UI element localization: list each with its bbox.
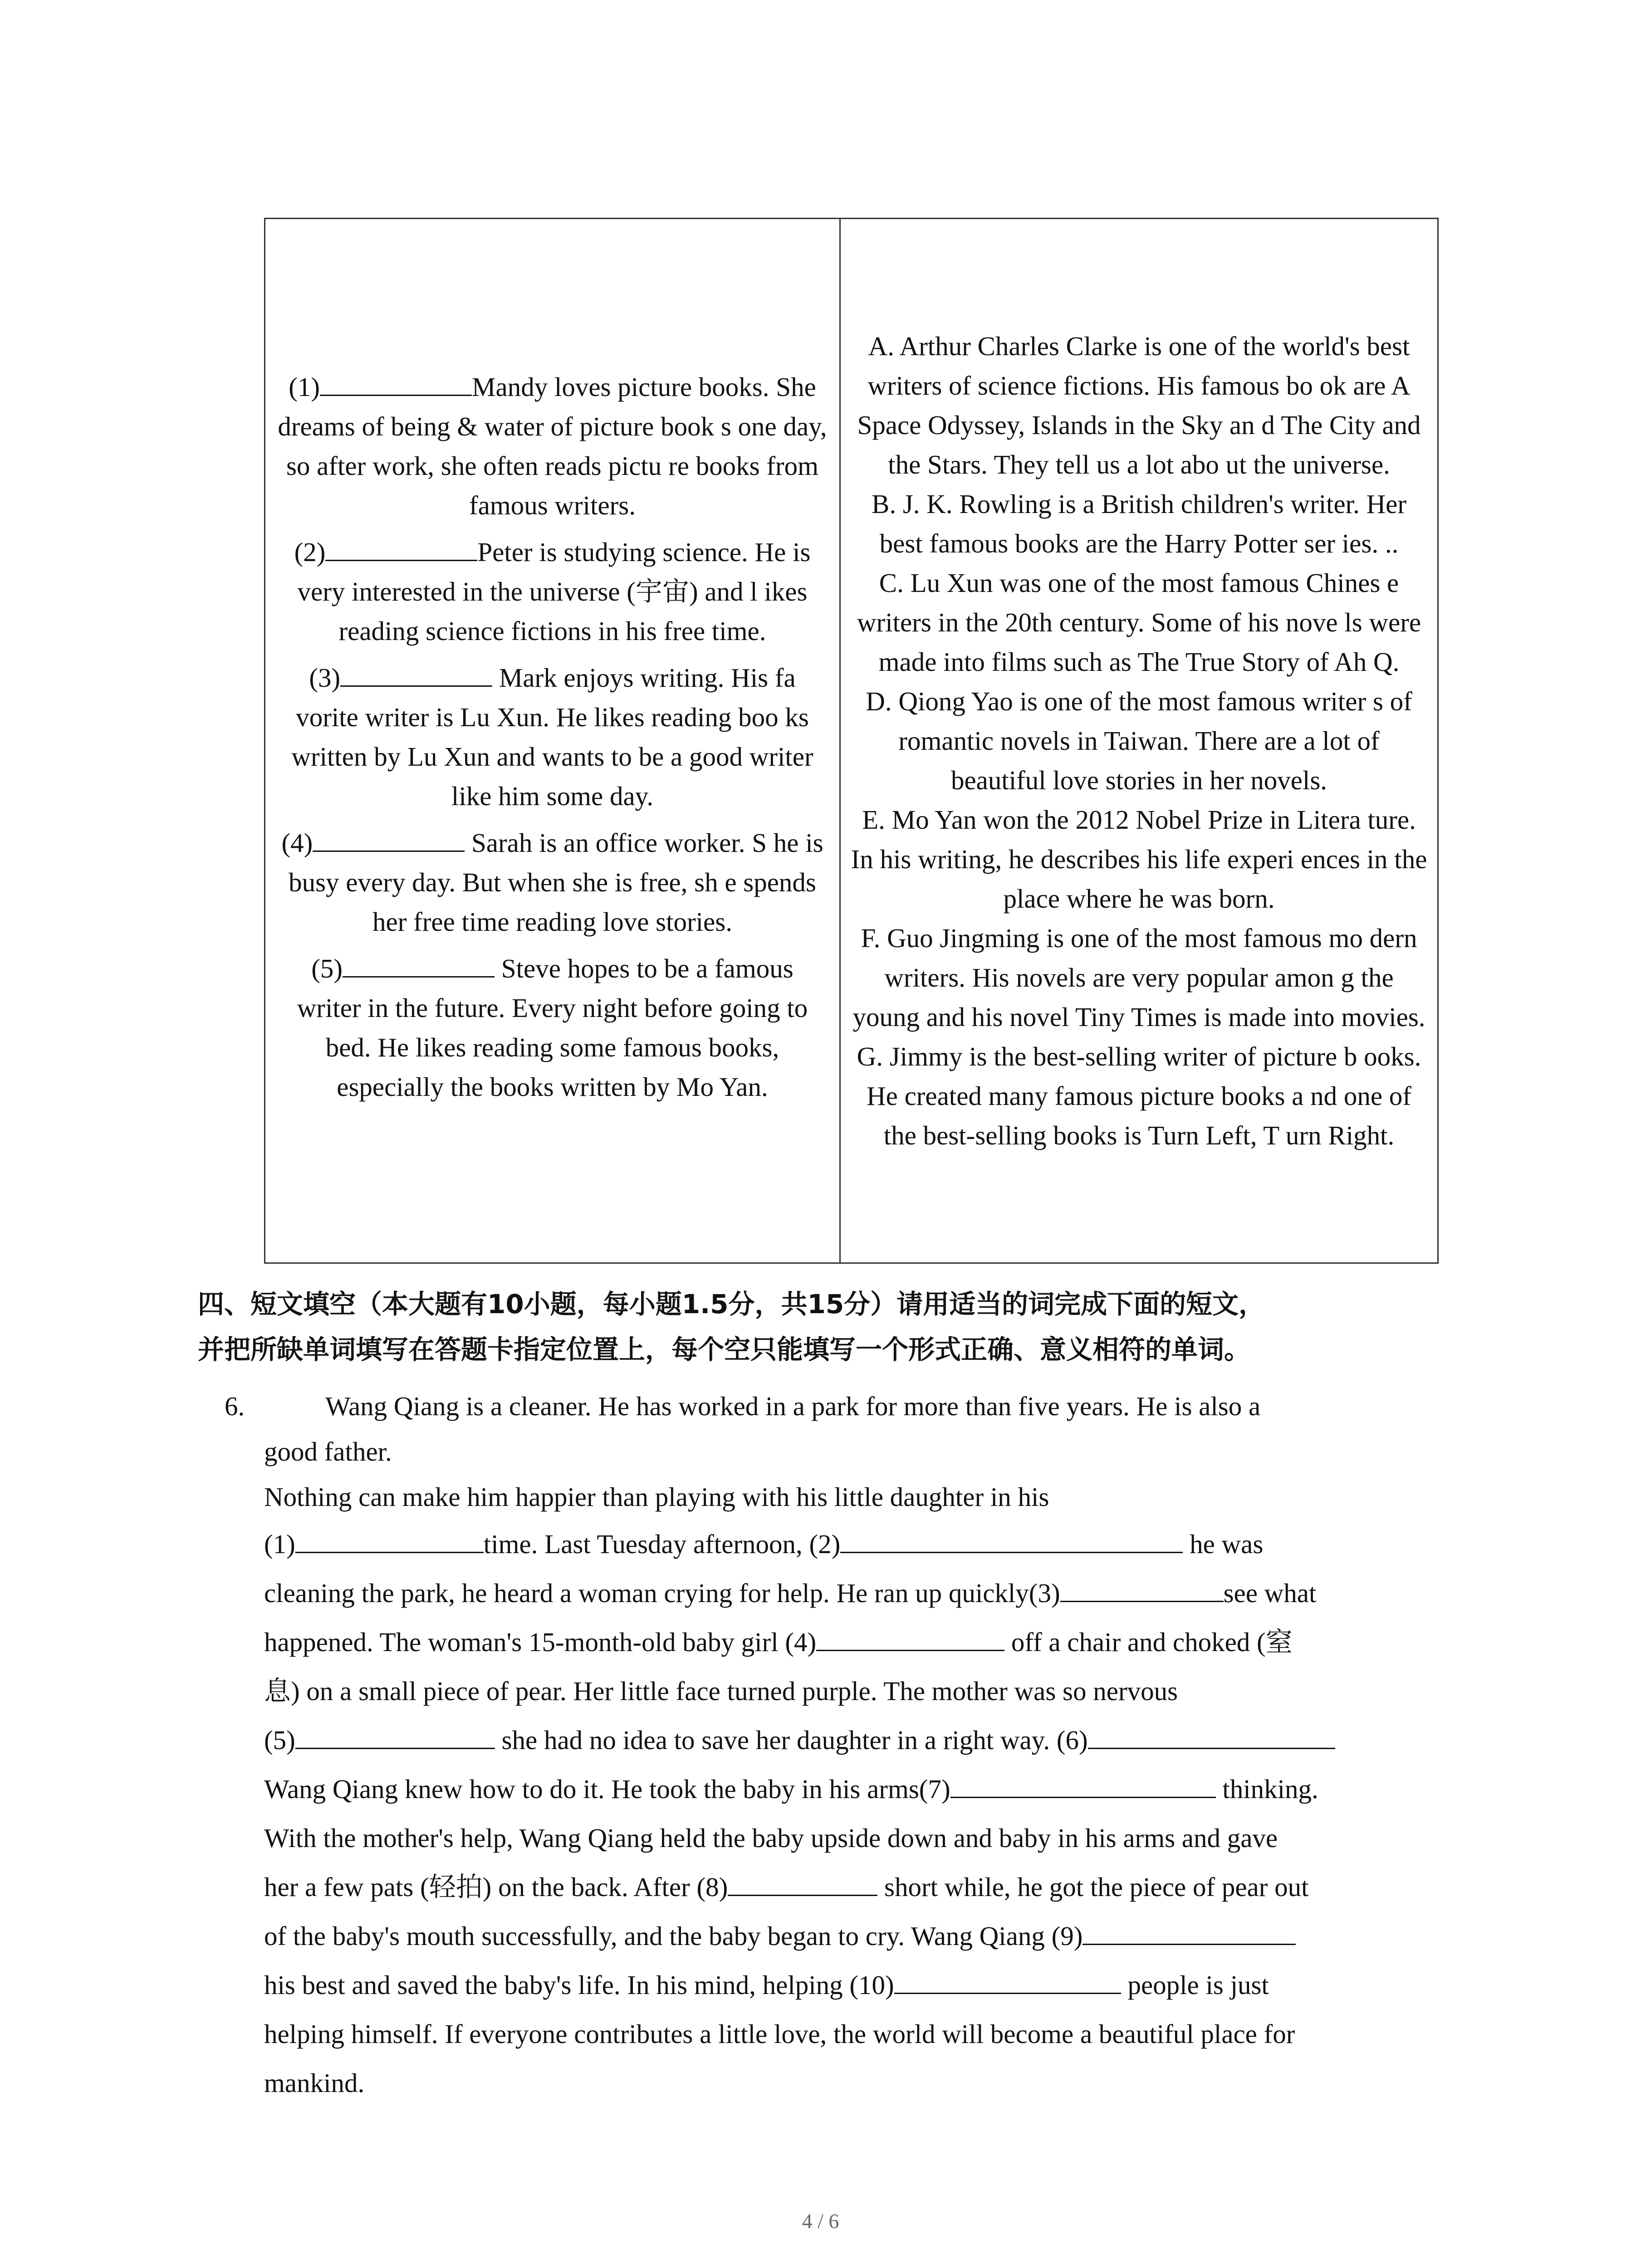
answer-blank-3[interactable] [1060, 1577, 1224, 1602]
page-number: 4 / 6 [802, 2209, 839, 2233]
writer-option-d: D. Qiong Yao is one of the most famous writer s of romantic novels in Taiwan. There are a lot of beautiful love stories in her novels. [866, 686, 1412, 795]
answer-blank-6[interactable] [1088, 1724, 1335, 1749]
answer-blank-1[interactable] [295, 1528, 484, 1553]
passage-line: 息) on a small piece of pear. Her little face turned purple. The mother was so nervous [264, 1676, 1178, 1706]
matching-table [264, 218, 1439, 1264]
writer-option-f: F. Guo Jingming is one of the most famous mo dern writers. His novels are very popular amon g the young and his novel Tiny Times is made into movies. [852, 923, 1425, 1032]
passage-line: happened. The woman's 15-month-old baby girl (4) off a chair and choked (窒 [264, 1618, 1437, 1667]
answer-blank-2[interactable] [840, 1528, 1183, 1553]
passage-line: of the baby's mouth successfully, and the baby began to cry. Wang Qiang (9) [264, 1911, 1437, 1960]
passage-line: Wang Qiang is a cleaner. He has worked in a park for more than five years. He is also a [325, 1391, 1261, 1421]
passage-line: her a few pats (轻拍) on the back. After (8) short while, he got the piece of pear out [264, 1862, 1437, 1911]
writer-option-b: B. J. K. Rowling is a British children's writer. Her best famous books are the Harry Potter ser ies. .. [871, 489, 1407, 558]
answer-blank[interactable] [340, 661, 492, 687]
answer-blank-8[interactable] [728, 1871, 877, 1896]
answer-blank[interactable] [343, 952, 495, 978]
passage-line: mankind. [264, 2068, 365, 2098]
section-heading: 四、短文填空（本大题有10小题，每小题1.5分，共15分）请用适当的词完成下面的短文， 并把所缺单词填写在答题卡指定位置上，每个空只能填写一个形式正确、意义相符的单词。 [198, 1289, 1265, 1365]
passage-line: cleaning the park, he heard a woman crying for help. He ran up quickly(3) see what [264, 1569, 1437, 1618]
matching-item-5: (5) Steve hopes to be a famous writer in the future. Every night before going to bed. He likes reading some famous books, especially the books written by Mo Yan. [276, 949, 828, 1107]
passage-line: (5) she had no idea to save her daughter in a right way. (6) [264, 1716, 1437, 1765]
passage-line: good father. [264, 1437, 392, 1466]
answer-blank[interactable] [320, 371, 472, 396]
answer-blank-4[interactable] [816, 1626, 1004, 1651]
matching-item-2: (2) Peter is studying science. He is very interested in the universe (宇宙) and l ikes reading science fictions in his free time. [276, 533, 828, 651]
people-column [265, 219, 840, 1263]
matching-item-4: (4) Sarah is an office worker. S he is busy every day. But when she is free, sh e spends her free time reading love stories. [276, 823, 828, 942]
answer-blank[interactable] [313, 826, 465, 852]
passage-line: (1) time. Last Tuesday afternoon, (2) he was [264, 1520, 1437, 1569]
writer-option-c: C. Lu Xun was one of the most famous Chines e writers in the 20th century. Some of his nove ls were made into films such as The True Story of Ah Q. [857, 567, 1421, 677]
writer-option-a: A. Arthur Charles Clarke is one of the world's best writers of science fictions. His famous bo ok are A Space Odyssey, Islands in the Sky an d The City and the Stars. They tell us a lot abo ut the universe. [857, 331, 1421, 479]
answer-blank[interactable] [325, 536, 477, 561]
question-number: 6. [225, 1391, 245, 1421]
matching-item-1: (1) Mandy loves picture books. She dreams of being & water of picture book s one day, so after work, she often reads pictu re books from famous writers. [276, 367, 828, 525]
answer-blank-10[interactable] [894, 1969, 1121, 1994]
answer-blank-5[interactable] [295, 1724, 495, 1749]
writers-column [840, 219, 1438, 1263]
writer-option-e: E. Mo Yan won the 2012 Nobel Prize in Litera ture. In his writing, he describes his life experi ences in the place where he was born. [851, 804, 1427, 914]
passage-line: helping himself. If everyone contributes a little love, the world will become a beautiful place for [264, 2019, 1295, 2049]
passage-line: Nothing can make him happier than playing with his little daughter in his [264, 1482, 1049, 1512]
cloze-passage [264, 1383, 1437, 2107]
matching-item-3: (3) Mark enjoys writing. His fa vorite writer is Lu Xun. He likes reading boo ks written by Lu Xun and wants to be a good writer like him some day. [276, 658, 828, 816]
answer-blank-7[interactable] [950, 1773, 1216, 1798]
passage-line: Wang Qiang knew how to do it. He took the baby in his arms(7) thinking. [264, 1765, 1437, 1813]
passage-line: With the mother's help, Wang Qiang held the baby upside down and baby in his arms and gave [264, 1823, 1278, 1853]
passage-line: his best and saved the baby's life. In his mind, helping (10) people is just [264, 1960, 1437, 2009]
writer-option-g: G. Jimmy is the best-selling writer of picture b ooks. He created many famous picture books a nd one of the best-selling books is Turn Left, T urn Right. [857, 1041, 1421, 1150]
answer-blank-9[interactable] [1083, 1920, 1296, 1945]
